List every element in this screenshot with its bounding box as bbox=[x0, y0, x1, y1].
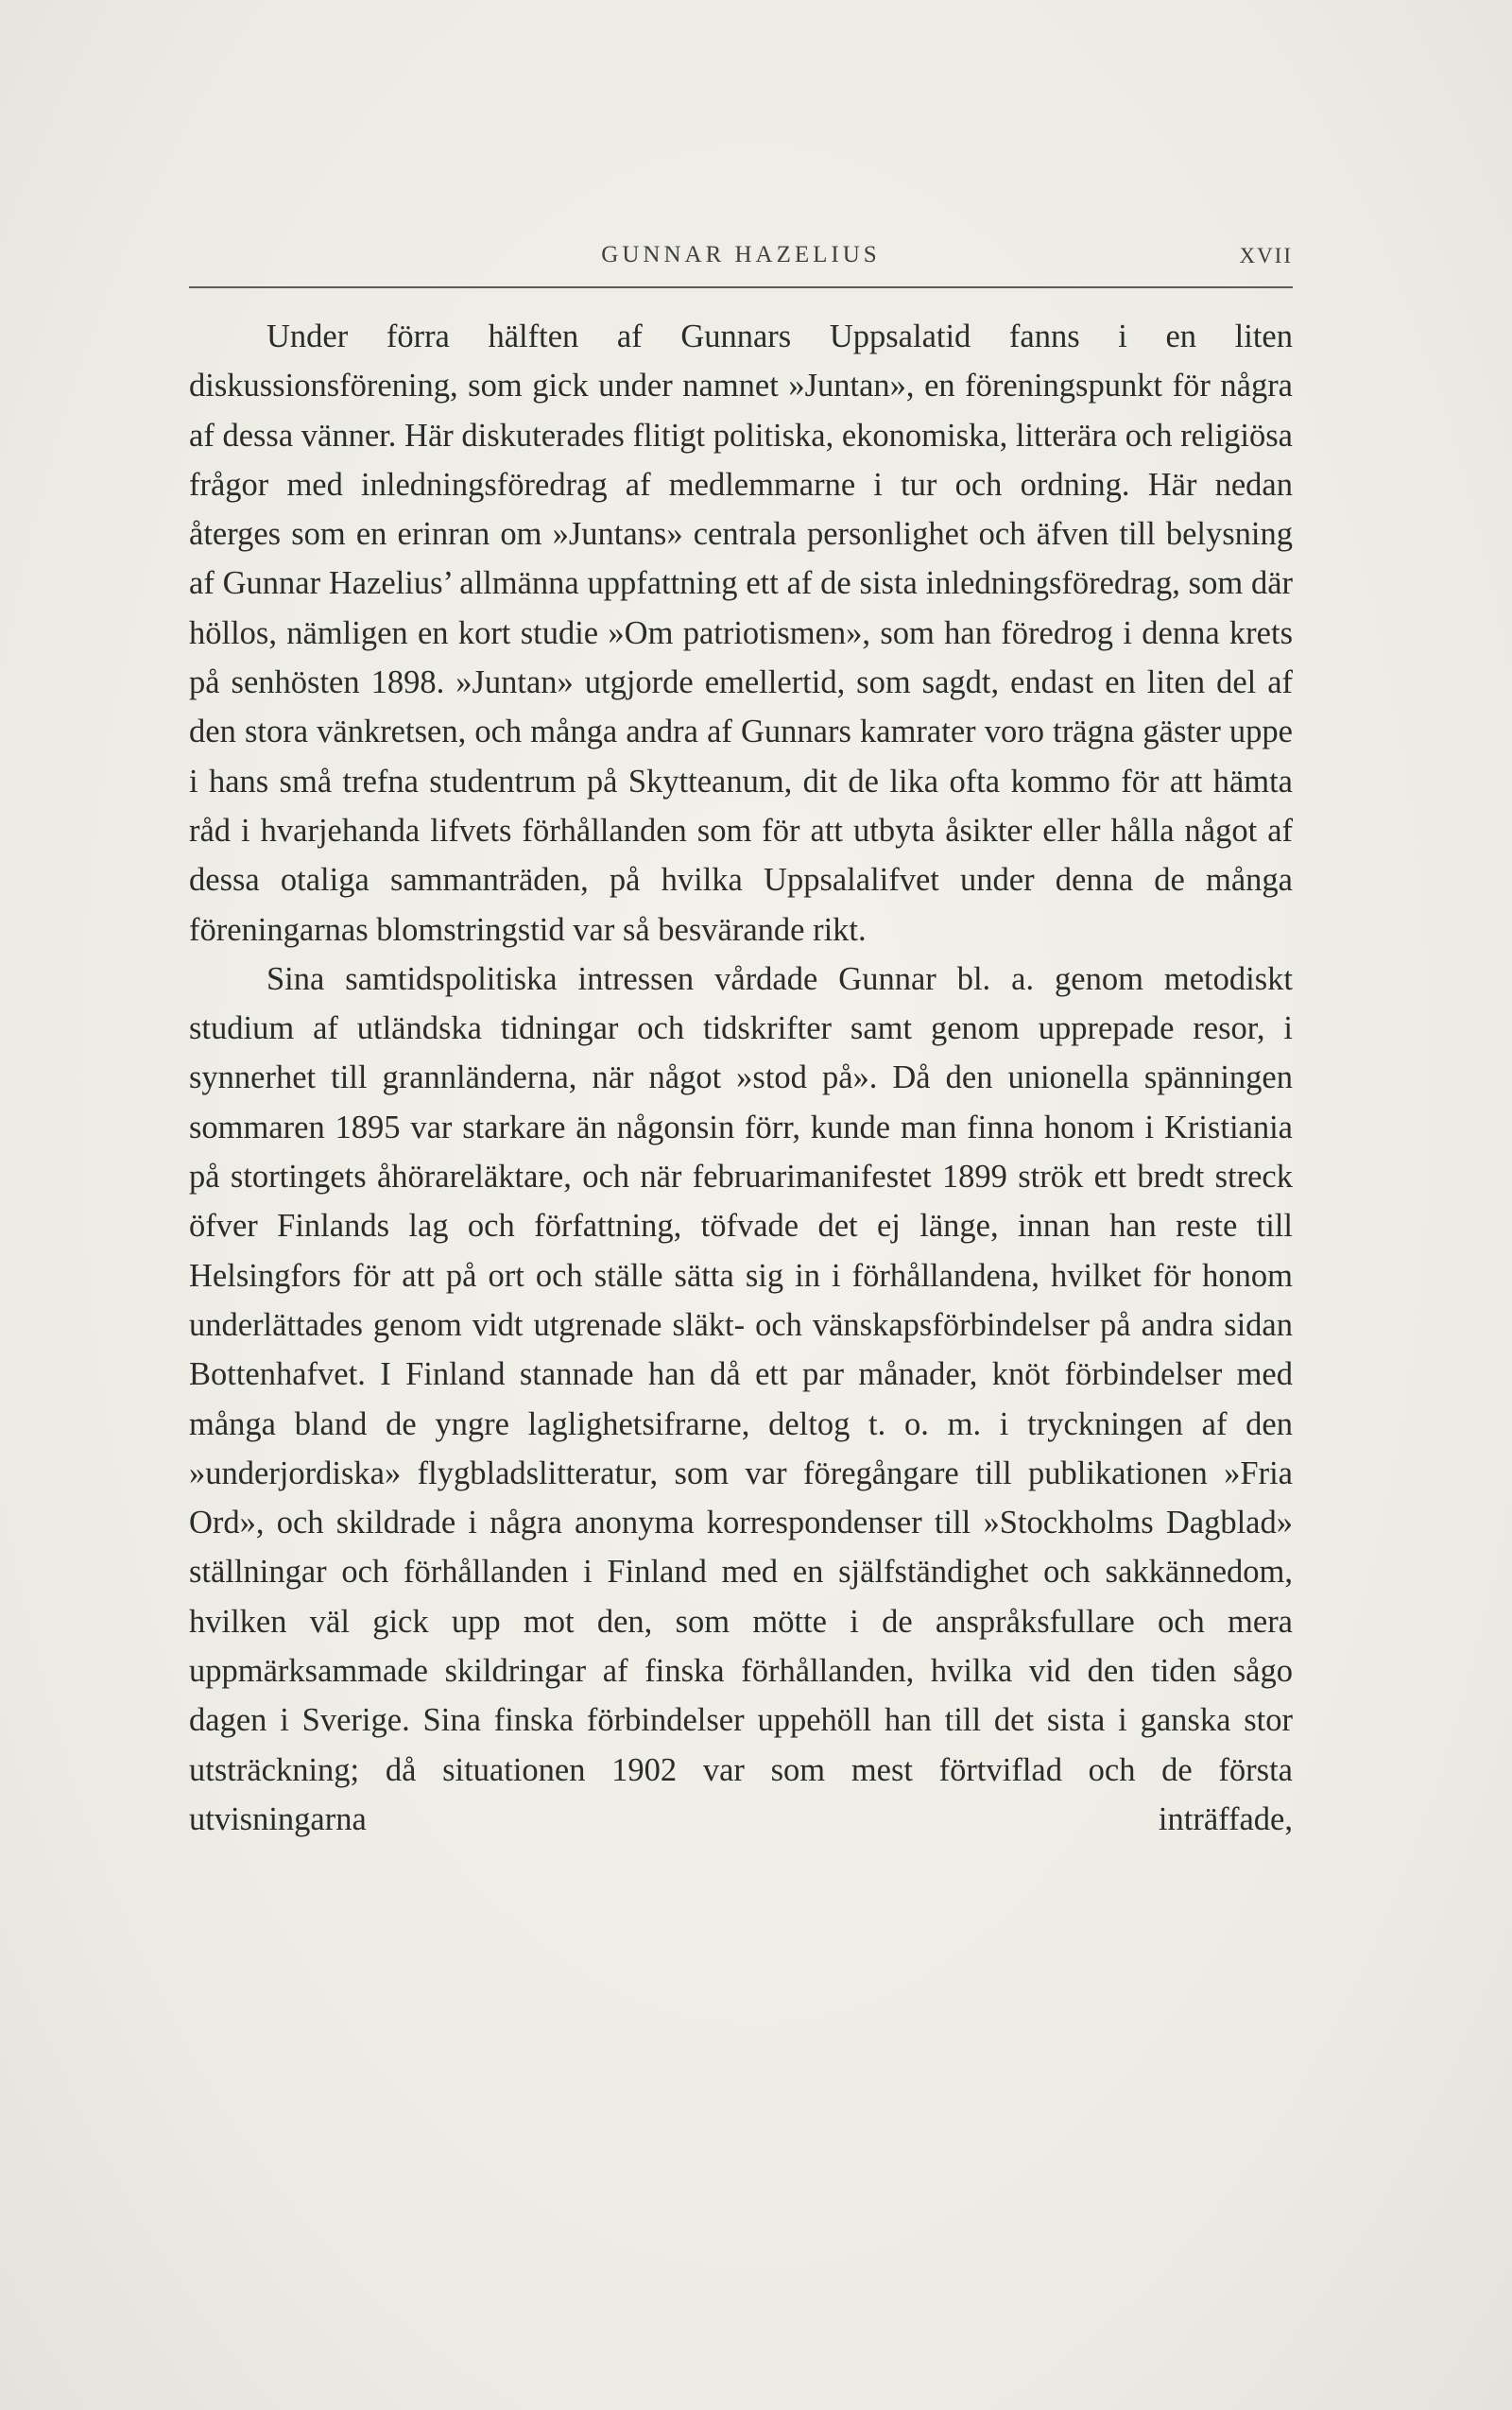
running-title: GUNNAR HAZELIUS bbox=[601, 242, 881, 267]
page-number: XVII bbox=[1239, 244, 1293, 267]
paragraph-politics: Sina samtidspolitiska intressen vårdade Gunnar bl. a. genom metodiskt studium af utländska tidningar och tidskrifter samt genom upprepade resor, i synnerhet till grannländerna, när något »stod på». Då den unionella spänningen sommaren 1895 var starkare än någonsin förr, kunde man finna honom i Kristiania på stortingets åhörareläktare, och när februarimanifestet 1899 strök ett bredt streck öfver Finlands lag och författning, töfvade det ej länge, innan han reste till Helsingfors för att på ort och ställe sätta sig in i förhållandena, hvilket för honom underlättades genom vidt utgrenade släkt- och vänskapsförbindelser på andra sidan Bottenhafvet. I Finland stannade han då ett par månader, knöt förbindelser med många bland de yngre laglighetsifrarne, deltog t. o. m. i tryckningen af den »underjordiska» flygbladslitteratur, som var föregångare till publikationen »Fria Ord», och skildrade i några anonyma korrespondenser till »Stockholms Dagblad» ställningar och förhållanden i Finland med en själfständighet och sakkännedom, hvilken väl gick upp mot den, som mötte i de anspråksfullare och mera uppmärksammade skildringar af finska förhållanden, hvilka vid den tiden sågo dagen i Sverige. Sina finska förbindelser uppehöll han till det sista i ganska stor utsträckning; då situationen 1902 var som mest förtviflad och de första utvisningarna inträffade, bbox=[189, 960, 1293, 1837]
header-rule bbox=[189, 286, 1293, 288]
paragraph-juntan: Under förra hälften af Gunnars Uppsalatid fanns i en liten diskussionsförening, som gick under namnet »Juntan», en föreningspunkt för några af dessa vänner. Här diskuterades flitigt politiska, ekonomiska, litterära och religiösa frågor med inledningsföredrag af medlemmarne i tur och ordning. Här nedan återges som en erinran om »Juntans» centrala personlighet och äfven till belysning af Gunnar Hazelius’ allmänna uppfattning ett af de sista inledningsföredrag, som där höllos, nämligen en kort studie »Om patriotismen», som han föredrog i denna krets på senhösten 1898. »Juntan» utgjorde emellertid, som sagdt, endast en liten del af den stora vänkretsen, och många andra af Gunnars kamrater voro trägna gäster uppe i hans små trefna studentrum på Skytteanum, dit de lika ofta kommo för att hämta råd i hvarjehanda lifvets förhållanden som för att utbyta åsikter eller hålla något af dessa otaliga sammanträden, på hvilka Uppsalalifvet under denna de många föreningarnas blomstringstid var så besvärande rikt. bbox=[189, 318, 1293, 948]
body-text bbox=[189, 312, 1293, 1844]
page-header bbox=[189, 242, 1293, 289]
